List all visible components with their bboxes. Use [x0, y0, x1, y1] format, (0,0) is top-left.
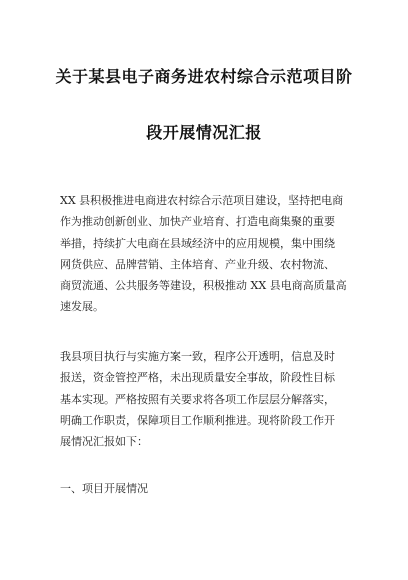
paragraph-line: 举措，持续扩大电商在县域经济中的应用规模，集中围绕 [60, 236, 335, 250]
paragraph-line: 商贸流通、公共服务等建设，积极推动 XX 县电商高质量高 [60, 279, 347, 293]
paragraph-line: 明确工作职责，保障项目工作顺利推进。现将阶段工作开 [60, 413, 335, 427]
section-heading: 一、项目开展情况 [60, 482, 148, 495]
document-title-line-1: 关于某县电子商务进农村综合示范项目阶 [55, 67, 353, 86]
paragraph-intro [60, 190, 350, 318]
paragraph-line: 作为推动创新创业、加快产业培育、打造电商集聚的重要 [60, 215, 335, 229]
paragraph-line: 展情况汇报如下： [60, 435, 148, 449]
paragraph-line: XX 县积极推进电商进农村综合示范项目建设，坚持把电商 [60, 194, 344, 207]
paragraph-status [60, 346, 350, 452]
paragraph-line: 报送，资金管控严格，未出现质量安全事故，阶段性目标 [60, 371, 335, 385]
paragraph-line: 网货供应、品牌营销、主体培育、产业升级、农村物流、 [60, 257, 335, 271]
paragraph-line: 基本实现。严格按照有关要求将各项工作层层分解落实， [60, 392, 335, 406]
paragraph-line: 我县项目执行与实施方案一致，程序公开透明，信息及时 [60, 350, 335, 363]
paragraph-line: 速发展。 [60, 300, 104, 314]
document-title-line-2: 段开展情况汇报 [146, 123, 262, 142]
